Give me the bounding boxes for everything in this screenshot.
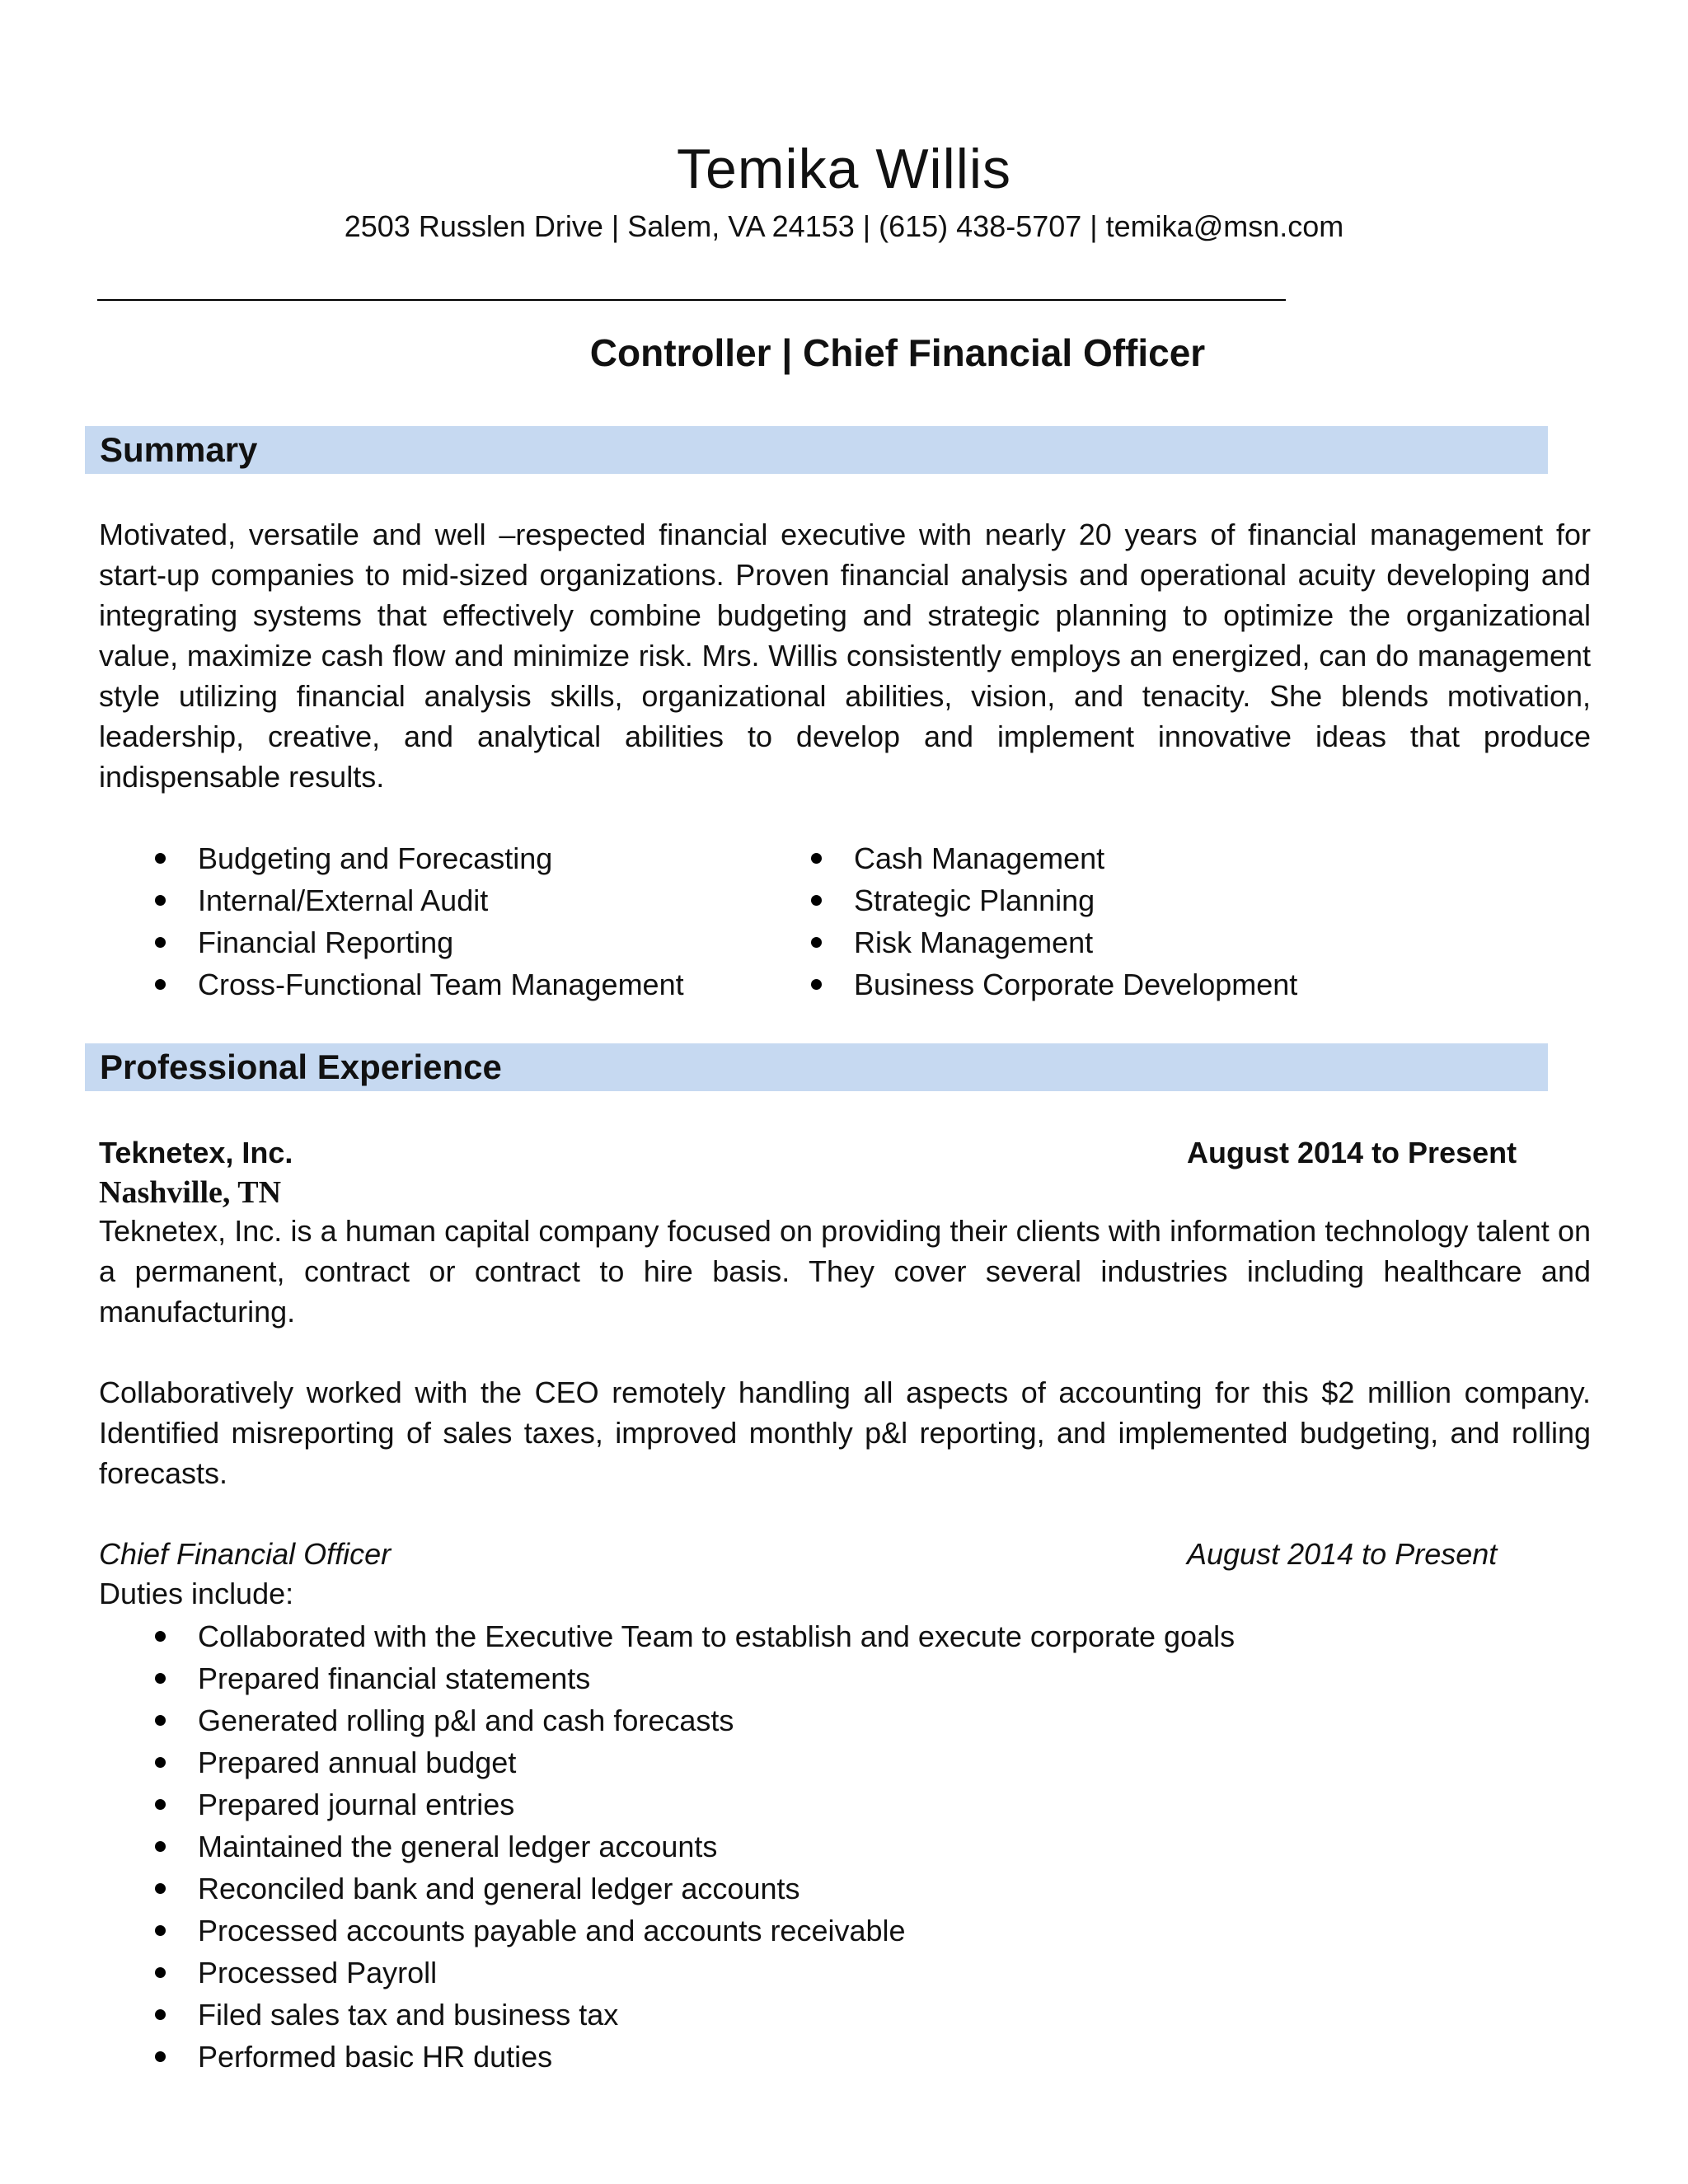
bullet-icon — [155, 1841, 166, 1852]
list-item: Generated rolling p&l and cash forecasts — [198, 1699, 1235, 1741]
summary-heading: Summary — [100, 430, 258, 469]
list-item: Internal/External Audit — [198, 879, 684, 921]
bullet-icon — [155, 1925, 166, 1936]
duties-list — [198, 1615, 1235, 2078]
summary-paragraph: Motivated, versatile and well –respected financial executive with nearly 20 years of financial management for start-up companies to mid-sized organizations. Proven financial analysis and operational acuity developing and integrating systems that effectively combine budgeting and strategic planning to optimize the organizational value, maximize cash flow and minimize risk. Mrs. Willis consistently employs an energized, can do management style utilizing financial analysis skills, organizational abilities, vision, and tenacity. She blends motivation, leadership, creative, and analytical abilities to develop and implement innovative ideas that produce indispensable results. — [99, 518, 1591, 794]
company-location: Nashville, TN — [99, 1175, 282, 1210]
list-item: Cross-Functional Team Management — [198, 963, 684, 1005]
resume-headline: Controller | Chief Financial Officer — [589, 331, 1206, 374]
list-item: Processed Payroll — [198, 1952, 1235, 1994]
bullet-icon — [155, 1631, 166, 1642]
bullet-icon — [155, 895, 166, 906]
job-title: Chief Financial Officer — [99, 1537, 392, 1571]
bullet-icon — [155, 1673, 166, 1684]
list-item: Processed accounts payable and accounts receivable — [198, 1910, 1235, 1952]
candidate-name: Temika Willis — [677, 138, 1011, 200]
experience-heading: Professional Experience — [100, 1047, 502, 1086]
list-item: Business Corporate Development — [854, 963, 1297, 1005]
job-dates: August 2014 to Present — [1187, 1537, 1498, 1571]
bullet-icon — [811, 895, 822, 906]
list-item: Prepared financial statements — [198, 1657, 1235, 1699]
bullet-icon — [155, 1757, 166, 1768]
list-item: Strategic Planning — [854, 879, 1297, 921]
list-item: Cash Management — [854, 837, 1297, 879]
bullet-icon — [155, 1799, 166, 1810]
list-item: Performed basic HR duties — [198, 2036, 1235, 2078]
company-dates: August 2014 to Present — [1187, 1136, 1517, 1169]
bullet-icon — [155, 979, 166, 990]
company-accomplishment: Collaboratively worked with the CEO remotely handling all aspects of accounting for this $2 million company. Identified misreporting of sales taxes, improved monthly p&l reporting, and implemented budgeting, and rolling forecasts. — [99, 1376, 1591, 1490]
bullet-icon — [155, 937, 166, 948]
bullet-icon — [155, 1883, 166, 1894]
skills-list-left — [198, 837, 684, 1005]
list-item: Risk Management — [854, 921, 1297, 963]
bullet-icon — [811, 937, 822, 948]
header-divider — [97, 299, 1286, 301]
list-item: Budgeting and Forecasting — [198, 837, 684, 879]
list-item: Prepared annual budget — [198, 1741, 1235, 1783]
list-item: Prepared journal entries — [198, 1783, 1235, 1825]
bullet-icon — [155, 2009, 166, 2020]
list-item: Reconciled bank and general ledger accounts — [198, 1868, 1235, 1910]
duties-label: Duties include: — [99, 1577, 294, 1610]
company-description: Teknetex, Inc. is a human capital company focused on providing their clients with information technology talent on a permanent, contract or contract to hire basis. They cover several industries including healthcare and manufacturing. — [99, 1214, 1591, 1329]
bullet-icon — [155, 1967, 166, 1978]
bullet-icon — [155, 853, 166, 864]
bullet-icon — [811, 853, 822, 864]
list-item: Filed sales tax and business tax — [198, 1994, 1235, 2036]
bullet-icon — [155, 2051, 166, 2062]
list-item: Collaborated with the Executive Team to establish and execute corporate goals — [198, 1615, 1235, 1657]
experience-section-bar — [85, 1043, 1548, 1091]
bullet-icon — [155, 1715, 166, 1726]
contact-line: 2503 Russlen Drive | Salem, VA 24153 | (615) 438-5707 | temika@msn.com — [344, 209, 1344, 243]
list-item: Maintained the general ledger accounts — [198, 1825, 1235, 1868]
bullet-icon — [811, 979, 822, 990]
summary-section-bar — [85, 426, 1548, 474]
skills-list-right — [854, 837, 1297, 1005]
company-name: Teknetex, Inc. — [99, 1136, 293, 1169]
list-item: Financial Reporting — [198, 921, 684, 963]
